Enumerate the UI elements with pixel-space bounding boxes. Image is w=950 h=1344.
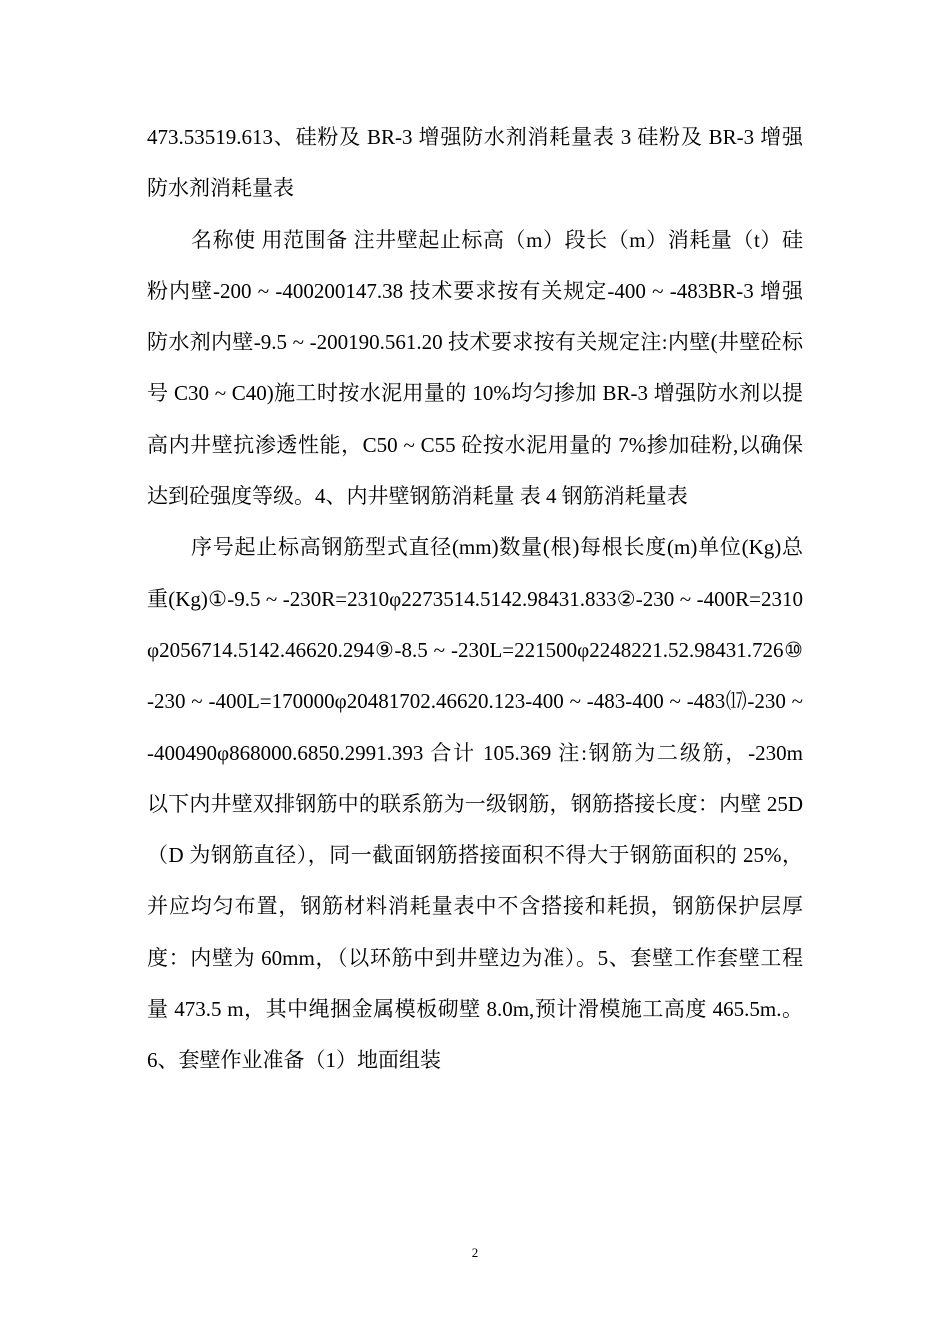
document-body (147, 112, 803, 1087)
paragraph-rebar-table-content: 序号起止标高钢筋型式直径(mm)数量(根)每根长度(m)单位(Kg)总重(Kg)①-9.5 ~ -230R=2310φ2273514.5142.98431.833②-230 ~ -400R=2310φ2056714.5142.46620.294⑨-8.5 ~ -230L=221500φ2248221.52.98431.726⑩-230 ~ -400L=170000φ20481702.46620.123-400 ~ -483-400 ~ -483⒄-230 ~ -400490φ868000.6850.2991.393 合计 105.369 注:钢筋为二级筋，-230m 以下内井壁双排钢筋中的联系筋为一级钢筋，钢筋搭接长度：内壁 25D（D 为钢筋直径），同一截面钢筋搭接面积不得大于钢筋面积的 25%，并应均匀布置，钢筋材料消耗量表中不含搭接和耗损，钢筋保护层厚度：内壁为 60mm，（以环筋中到井壁边为准）。5、套壁工作套壁工程量 473.5 m，其中绳捆金属模板砌壁 8.0m,预计滑模施工高度 465.5m.。6、套壁作业准备（1）地面组装 (147, 535, 803, 1073)
page-number: 2 (471, 1245, 479, 1260)
paragraph-silica-table-content: 名称使 用范围备 注井壁起止标高（m）段长（m）消耗量（t）硅 粉内壁-200 ~ -400200147.38 技术要求按有关规定-400 ~ -483BR-3 增强防水剂内壁-9.5 ~ -200190.561.20 技术要求按有关规定注:内壁(井壁砼标号 C30 ~ C40)施工时按水泥用量的 10%均匀掺加 BR-3 增强防水剂以提高内井壁抗渗透性能，C50 ~ C55 砼按水泥用量的 7%掺加硅粉,以确保达到砼强度等级。4、内井壁钢筋消耗量 表 4 钢筋消耗量表 (147, 227, 803, 509)
paragraph-silica-table-heading: 473.53519.613、硅粉及 BR-3 增强防水剂消耗量表 3 硅粉及 BR-3 增强防水剂消耗量表 (147, 125, 803, 201)
